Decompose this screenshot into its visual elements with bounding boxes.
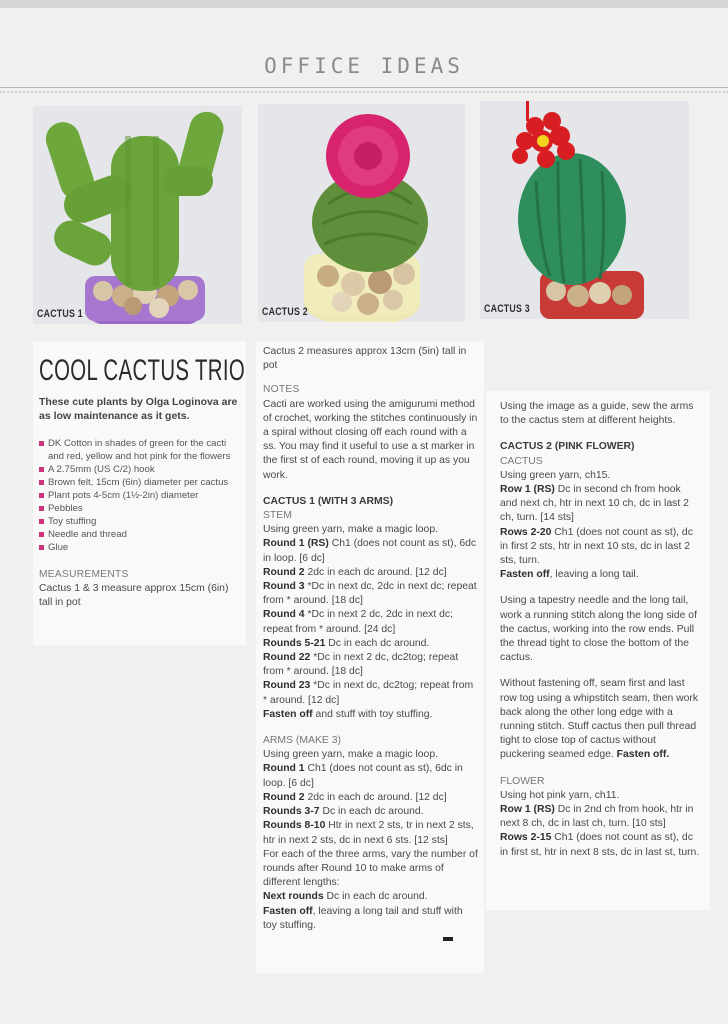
arms-row: [263, 762, 478, 790]
stem-row-text: *Dc in next 2 dc, dc2tog; repeat from * around. [18 dc]: [263, 652, 459, 678]
arms-row-text: Htr in next 2 sts, tr in next 2 sts, htr in next 2 sts, dc in next 6 sts. [12 sts]: [263, 820, 474, 846]
cactus-1-heading: CACTUS 1 (WITH 3 ARMS): [263, 495, 394, 507]
measurements-text-2: Cactus 2 measures approx 13cm (5in) tall in pot: [263, 346, 467, 372]
article-intro: These cute plants by Olga Loginova are as low maintenance as it gets.: [39, 396, 238, 422]
page-header: [0, 44, 728, 94]
cactus-row-label: Row 1 (RS): [500, 484, 555, 496]
arms-fasten-text: , leaving a long tail and stuff with toy stuffing.: [263, 905, 463, 931]
header-dotted-rule: [0, 91, 728, 93]
tapestry-paragraph: Using a tapestry needle and the long tail, work a running stitch along the long side of the cactus, working into the row ends. Pull the thread tight to close the bottom of the cactus.: [500, 595, 697, 664]
cactus-2-label: CACTUS 2: [262, 306, 308, 318]
flower-row-label: Row 1 (RS): [500, 804, 555, 816]
material-item: A 2.75mm (US C/2) hook: [39, 463, 241, 476]
arms-fasten-label: Fasten off: [263, 905, 313, 917]
seam-paragraph: [500, 677, 700, 762]
seam-text: Without fastening off, seam first and last row tog using a whipstitch seam, then work back along the other long edge with a running stitch. Stuff cactus then pull thread tight to close top of cactus without puckering seamed edge.: [500, 678, 699, 761]
stem-row-label: Round 2: [263, 566, 305, 578]
stem-row: [263, 566, 478, 580]
cactus-row-text: Ch1 (does not count as st), dc in first 2 sts, htr in next 10 sts, dc in last 2 sts, turn.: [500, 526, 693, 567]
stem-row: [263, 608, 478, 636]
cactus-2-image: [258, 104, 465, 322]
arms-row: [263, 791, 478, 805]
stem-row-label: Fasten off: [263, 708, 313, 720]
cactus-1-label: CACTUS 1: [37, 308, 83, 320]
flower-intro: Using hot pink yarn, ch11.: [500, 789, 620, 801]
stem-row-text: Ch1 (does not count as st), 6dc in loop. [6 dc]: [263, 538, 477, 564]
stem-row-label: Round 23: [263, 680, 311, 692]
arms-row-label: Rounds 8-10: [263, 820, 326, 832]
cactus-row: [500, 483, 700, 526]
stem-row-label: Round 4: [263, 609, 305, 621]
stem-row-text: *Dc in next dc, 2dc in next dc; repeat from * around. [18 dc]: [263, 581, 477, 607]
cactus-row-text: , leaving a long tail.: [549, 569, 639, 581]
stem-row: [263, 679, 478, 707]
page-edge: [0, 0, 728, 8]
stem-row: [263, 537, 478, 565]
stem-row-label: Rounds 5-21: [263, 637, 326, 649]
arms-row-label: Round 2: [263, 791, 305, 803]
stem-row-text: 2dc in each dc around. [12 dc]: [304, 566, 447, 578]
cactus-intro: Using green yarn, ch15.: [500, 469, 611, 481]
stem-row-text: *Dc in next 2 dc, 2dc in next dc; repeat from * around. [24 dc]: [263, 609, 453, 635]
flower-row: [500, 831, 700, 859]
arms-fasten: [263, 905, 478, 948]
arms-row-text: Ch1 (does not count as st), 6dc in loop. [6 dc]: [263, 763, 463, 789]
arms-next-text: Dc in each dc around.: [323, 891, 428, 903]
middle-column: [263, 345, 478, 947]
arms-row-text: 2dc in each dc around. [12 dc]: [304, 791, 447, 803]
stem-row-label: Round 3: [263, 581, 305, 593]
section-title: OFFICE IDEAS: [264, 54, 464, 78]
arms-intro: Using green yarn, make a magic loop.: [263, 749, 438, 761]
stem-row-label: Round 1 (RS): [263, 538, 329, 550]
arms-row-label: Round 1: [263, 763, 305, 775]
stem-row: [263, 580, 478, 608]
cactus-label: CACTUS: [500, 455, 543, 467]
end-of-article-mark: [443, 937, 453, 941]
arms-note: For each of the three arms, vary the number of rounds after Round 10 to make arms of different lengths:: [263, 848, 478, 889]
flower-label: FLOWER: [500, 775, 545, 787]
arms-row: [263, 819, 478, 847]
stem-row-text: and stuff with toy stuffing.: [312, 708, 433, 720]
stem-row-label: Round 22: [263, 652, 311, 664]
arms-next-label: Next rounds: [263, 891, 324, 903]
notes-label: NOTES: [263, 384, 300, 396]
arms-row-text: Dc in each dc around.: [319, 806, 424, 818]
stem-row: [263, 637, 478, 651]
article-title: COOL CACTUS TRIO: [39, 354, 246, 387]
cactus-row-text: Dc in second ch from hook and next ch, htr in next 10 ch, dc in last 2 ch, turn. [14 sts]: [500, 484, 689, 524]
stem-row-text: *Dc in next dc, dc2tog; repeat from * around. [12 dc]: [263, 680, 474, 706]
stem-intro: Using green yarn, make a magic loop.: [263, 524, 438, 536]
measurements-label: MEASUREMENTS: [39, 569, 129, 580]
arms-row: [263, 805, 478, 819]
cactus-row: [500, 526, 700, 569]
materials-list: [39, 437, 241, 554]
arms-label: ARMS (MAKE 3): [263, 735, 341, 747]
cactus-1-image: [33, 106, 242, 324]
cactus-2-heading: CACTUS 2 (PINK FLOWER): [500, 441, 635, 453]
flower-row: [500, 803, 700, 831]
cactus-row-label: Fasten off: [500, 569, 550, 581]
arms-row-label: Rounds 3-7: [263, 806, 320, 818]
material-item: Brown felt, 15cm (6in) diameter per cactus: [39, 476, 241, 489]
material-item: Needle and thread: [39, 528, 241, 541]
left-column: [39, 354, 246, 611]
right-column: [500, 400, 700, 860]
flower-row-text: Dc in 2nd ch from hook, htr in next 8 ch, dc in last ch, turn. [10 sts]: [500, 804, 694, 830]
cactus-1-photo: [33, 106, 242, 324]
stem-row-text: Dc in each dc around.: [325, 637, 430, 649]
cactus-2-photo: [258, 104, 465, 322]
cactus-3-image: [480, 101, 689, 319]
material-item: Glue: [39, 541, 241, 554]
cactus-row: [500, 568, 700, 582]
measurements-text: Cactus 1 & 3 measure approx 15cm (6in) tall in pot: [39, 583, 229, 609]
cactus-row-label: Rows 2-20: [500, 526, 552, 538]
stem-row: [263, 651, 478, 679]
material-item: Pebbles: [39, 502, 241, 515]
material-item: DK Cotton in shades of green for the cacti and red, yellow and hot pink for the flowers: [39, 437, 241, 463]
material-item: Plant pots 4-5cm (1½-2in) diameter: [39, 489, 241, 502]
stem-label: STEM: [263, 510, 292, 522]
cactus-3-label: CACTUS 3: [484, 303, 530, 315]
material-item: Toy stuffing: [39, 515, 241, 528]
header-rule: [0, 87, 728, 88]
seam-fasten: Fasten off.: [613, 749, 670, 761]
flower-row-label: Rows 2-15: [500, 832, 552, 844]
arms-next: [263, 890, 478, 904]
flower-row-text: Ch1 (does not count as st), dc in first st, htr in next 8 sts, dc in last st, turn.: [500, 832, 700, 858]
stem-row: [263, 708, 478, 722]
cactus-3-photo: [480, 101, 689, 319]
right-intro: Using the image as a guide, sew the arms to the cactus stem at different heights.: [500, 401, 694, 427]
notes-text: Cacti are worked using the amigurumi method of crochet, working the stitches continuously in a spiral without closing off each round with a ss. You may find it useful to use a st marker in the first st of each round, moving it up as you work.: [263, 398, 478, 481]
